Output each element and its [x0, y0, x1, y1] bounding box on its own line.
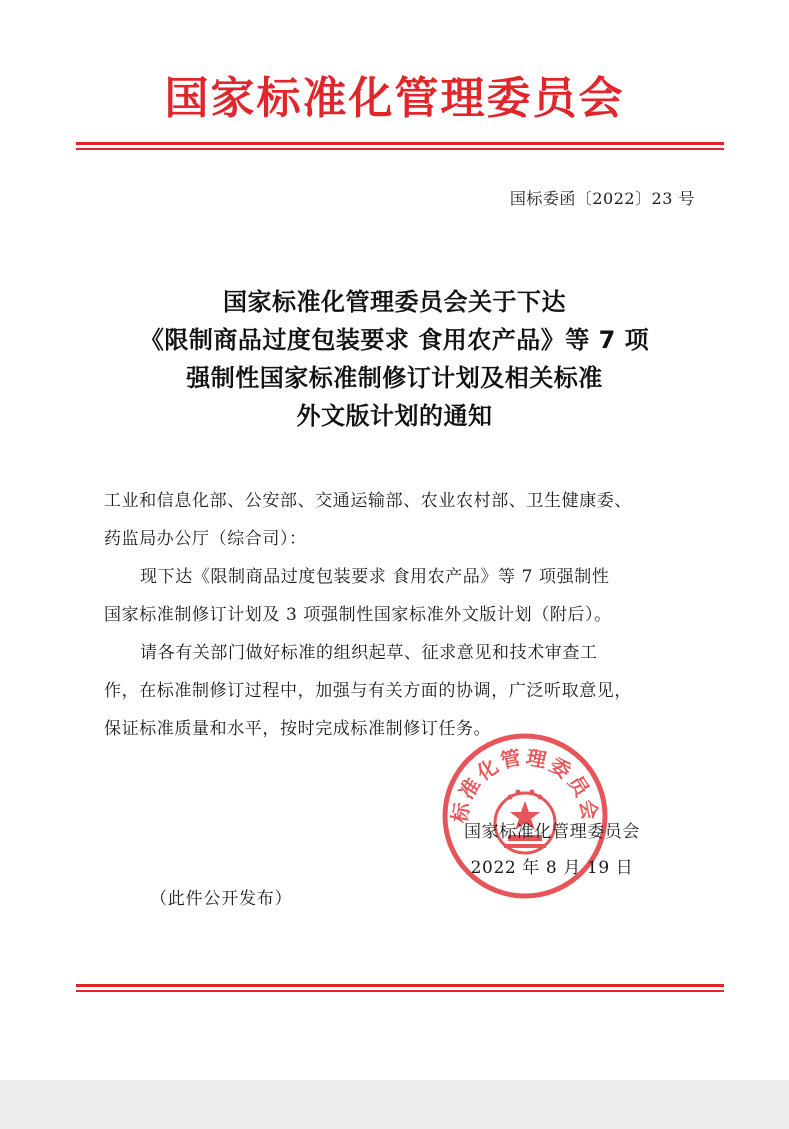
publish-note: （此件公开发布）: [150, 889, 293, 909]
footer-rule-thin: [76, 990, 724, 992]
document-body: [104, 482, 704, 748]
header-rule-thick: [76, 142, 724, 145]
signature-block: [372, 814, 732, 886]
signature-date: 2022 年 8 月 19 日: [470, 858, 634, 878]
header-rule-thin: [76, 148, 724, 150]
title-line: 强制性国家标准制修订计划及相关标准: [186, 364, 603, 392]
footer-rule-thick: [76, 984, 724, 987]
paragraph-line: 国家标准制修订计划及 3 项强制性国家标准外文版计划（附后）。: [104, 605, 612, 625]
org-header: 国家标准化管理委员会: [164, 73, 625, 124]
signature-org: 国家标准化管理委员会: [464, 822, 640, 842]
viewer-bottom-bar: [0, 1080, 789, 1129]
title-line: 《限制商品过度包装要求 食用农产品》等 7 项: [139, 326, 650, 354]
paragraph-line: 作，在标准制修订过程中，加强与有关方面的协调，广泛听取意见，: [104, 681, 632, 701]
paragraph-line: 请各有关部门做好标准的组织起草、征求意见和技术审查工: [140, 643, 598, 663]
document-title: [40, 283, 749, 435]
paragraph-line: 保证标准质量和水平，按时完成标准制修订任务。: [104, 719, 492, 739]
seal-text: 标准化管理委员会: [447, 744, 603, 825]
paragraph-line: 现下达《限制商品过度包装要求 食用农产品》等 7 项强制性: [140, 567, 610, 587]
addressee-line: 工业和信息化部、公安部、交通运输部、农业农村部、卫生健康委、: [104, 491, 632, 511]
title-line: 国家标准化管理委员会关于下达: [223, 288, 566, 316]
title-line: 外文版计划的通知: [296, 402, 493, 430]
document-number: 国标委函〔2022〕23 号: [509, 189, 695, 208]
addressee-line: 药监局办公厅（综合司）：: [104, 529, 307, 549]
